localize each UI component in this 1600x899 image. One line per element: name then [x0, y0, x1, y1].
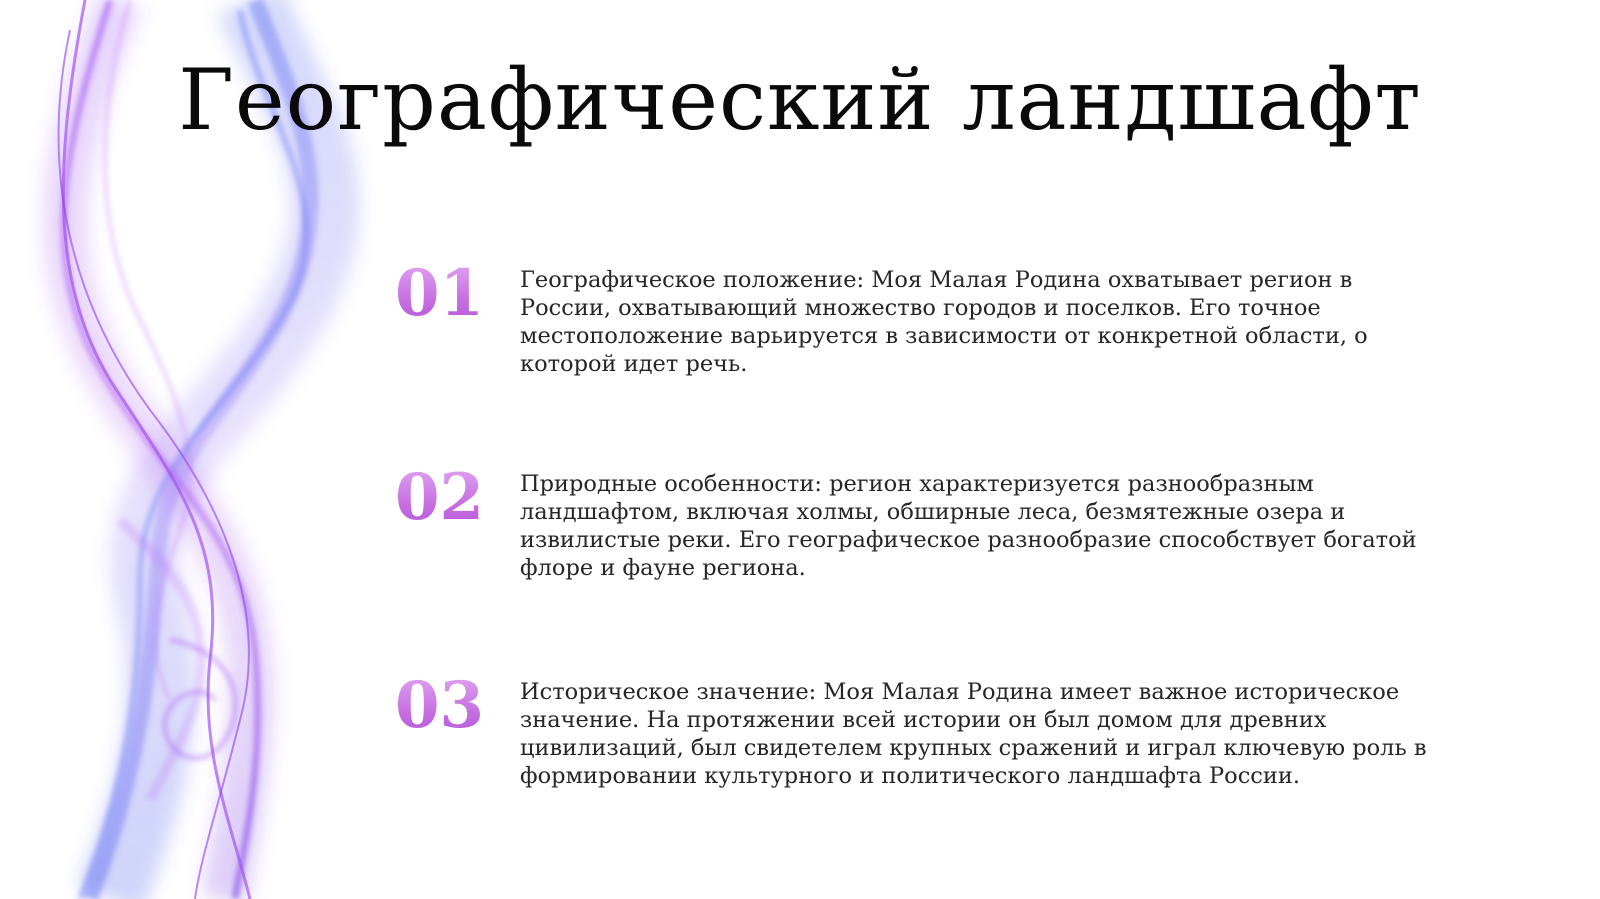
page-title: Географический ландшафт — [178, 51, 1422, 149]
item-number: 01 — [395, 256, 485, 331]
item-text: Природные особенности: регион характеризуется разнообразным ландшафтом, включая холмы, обширные леса, безмятежные озера и извилистые реки. Его географическое разнообразие способствует богатой флоре и фауне региона. — [520, 471, 1417, 581]
item-number: 02 — [395, 460, 485, 535]
item-text: Историческое значение: Моя Малая Родина имеет важное историческое значение. На протяжении всей истории он был домом для древних цивилизаций, был свидетелем крупных сражений и играл ключевую роль в формировании культурного и политического ландшафта России. — [520, 679, 1427, 789]
item-text: Географическое положение: Моя Малая Родина охватывает регион в России, охватывающий множество городов и поселков. Его точное местоположение варьируется в зависимости от конкретной области, о которой идет речь. — [520, 267, 1368, 377]
item-number: 03 — [395, 668, 485, 743]
